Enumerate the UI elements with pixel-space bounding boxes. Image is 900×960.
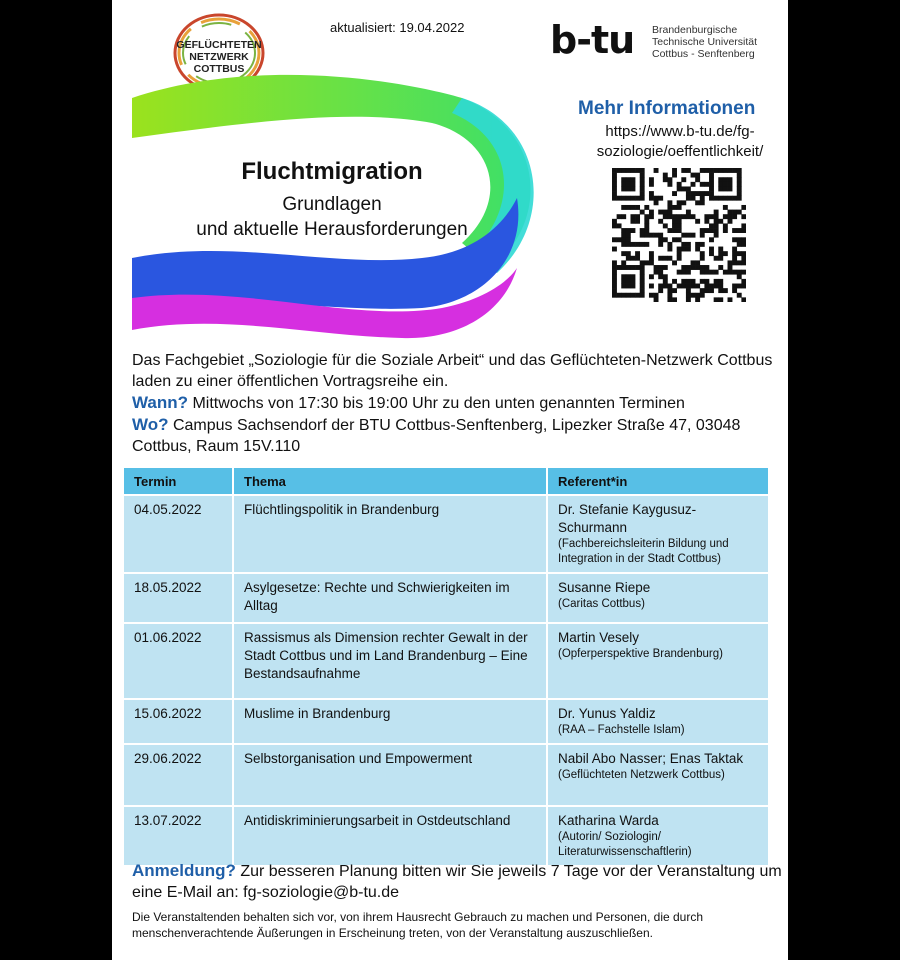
cell-date: 29.06.2022: [123, 744, 233, 806]
cell-speaker: [547, 699, 769, 744]
logo-line-2: NETZWERK: [189, 51, 249, 63]
subtitle-line-2: und aktuelle Herausforderungen: [196, 219, 468, 240]
speaker-org: (Autorin/ Soziologin/ Literaturwissenschaftlerin): [558, 831, 692, 858]
registration-label: Anmeldung?: [132, 861, 236, 880]
url-line-2: soziologie/oeffentlichkeit/: [596, 143, 764, 160]
cell-date: 13.07.2022: [123, 806, 233, 866]
header-speaker: Referent*in: [547, 467, 769, 495]
speaker-name: Katharina Warda: [558, 813, 659, 828]
speaker-org: (Fachbereichsleiterin Bildung und Integration in der Stadt Cottbus): [558, 538, 729, 565]
registration-section: [132, 860, 782, 903]
logo-line-3: COTTBUS: [193, 63, 245, 75]
table-row: [123, 744, 769, 806]
table-row: [123, 699, 769, 744]
logo-line-1: GEFLÜCHTETEN: [176, 39, 262, 51]
updated-date: aktualisiert: 19.04.2022: [330, 20, 465, 35]
url-line-1: https://www.b-tu.de/fg-: [605, 123, 755, 140]
cell-topic: Flüchtlingspolitik in Brandenburg: [233, 495, 547, 573]
btu-university-name: [652, 24, 757, 60]
registration-text: Zur besseren Planung bitten wir Sie jeweils 7 Tage vor der Veranstaltung um eine E-Mail an: fg-soziologie@b-tu.de: [132, 863, 782, 901]
cell-topic: Muslime in Brandenburg: [233, 699, 547, 744]
intro-text: Das Fachgebiet „Soziologie für die Soziale Arbeit“ und das Geflüchteten-Netzwerk Cottbus laden zu einer öffentlichen Vortragsreihe ein.: [132, 352, 773, 390]
speaker-org: (Opferperspektive Brandenburg): [558, 648, 723, 660]
intro-section: [132, 350, 782, 457]
more-info-url[interactable]: [578, 122, 782, 162]
btu-name-line-1: Brandenburgische: [652, 24, 738, 36]
event-subtitle: [152, 192, 512, 242]
cell-speaker: [547, 623, 769, 699]
cell-topic: Rassismus als Dimension rechter Gewalt in der Stadt Cottbus und im Land Brandenburg – Eine Bestandsaufnahme: [233, 623, 547, 699]
cell-topic: Asylgesetze: Rechte und Schwierigkeiten im Alltag: [233, 573, 547, 623]
table-row: [123, 495, 769, 573]
cell-date: 18.05.2022: [123, 573, 233, 623]
qr-code-icon[interactable]: [612, 168, 746, 302]
header-topic: Thema: [233, 467, 547, 495]
when-label: Wann?: [132, 393, 189, 412]
btu-logo: [550, 20, 634, 60]
more-info-heading: Mehr Informationen: [578, 98, 756, 119]
when-line: [132, 392, 782, 414]
cell-speaker: [547, 744, 769, 806]
speaker-org: (Geflüchteten Netzwerk Cottbus): [558, 769, 725, 781]
speaker-name: Martin Vesely: [558, 630, 640, 645]
cell-topic: Antidiskriminierungsarbeit in Ostdeutschland: [233, 806, 547, 866]
event-title: Fluchtmigration: [241, 158, 423, 185]
cell-date: 04.05.2022: [123, 495, 233, 573]
where-text: Campus Sachsendorf der BTU Cottbus-Senftenberg, Lipezker Straße 47, 03048 Cottbus, Raum 15V.110: [132, 417, 741, 455]
schedule-table: [122, 466, 770, 867]
flyer-page: [112, 0, 788, 960]
speaker-name: Susanne Riepe: [558, 580, 651, 595]
table-row: [123, 806, 769, 866]
btu-logo-mark: b-tu: [550, 18, 635, 62]
cell-date: 15.06.2022: [123, 699, 233, 744]
table-header-row: [123, 467, 769, 495]
cell-speaker: [547, 495, 769, 573]
speaker-org: (Caritas Cottbus): [558, 598, 645, 610]
speaker-name: Dr. Stefanie Kaygusuz-Schurmann: [558, 502, 697, 535]
table-row: [123, 623, 769, 699]
cell-date: 01.06.2022: [123, 623, 233, 699]
speaker-name: Nabil Abo Nasser; Enas Taktak: [558, 751, 744, 766]
cell-speaker: [547, 806, 769, 866]
where-label: Wo?: [132, 415, 169, 434]
speaker-name: Dr. Yunus Yaldiz: [558, 706, 656, 721]
cell-speaker: [547, 573, 769, 623]
where-line: [132, 414, 782, 457]
speaker-org: (RAA – Fachstelle Islam): [558, 724, 685, 736]
when-text: Mittwochs von 17:30 bis 19:00 Uhr zu den unten genannten Terminen: [188, 395, 685, 412]
header-date: Termin: [123, 467, 233, 495]
cell-topic: Selbstorganisation und Empowerment: [233, 744, 547, 806]
btu-name-line-2: Technische Universität: [652, 36, 758, 48]
table-row: [123, 573, 769, 623]
btu-name-line-3: Cottbus - Senftenberg: [652, 48, 755, 60]
subtitle-line-1: Grundlagen: [282, 194, 382, 215]
disclaimer-text: Die Veranstaltenden behalten sich vor, von ihrem Hausrecht Gebrauch zu machen und Personen, die durch menschenverachtende Äußerungen in Erscheinung treten, von der Veranstaltung auszuschließen.: [132, 910, 704, 940]
